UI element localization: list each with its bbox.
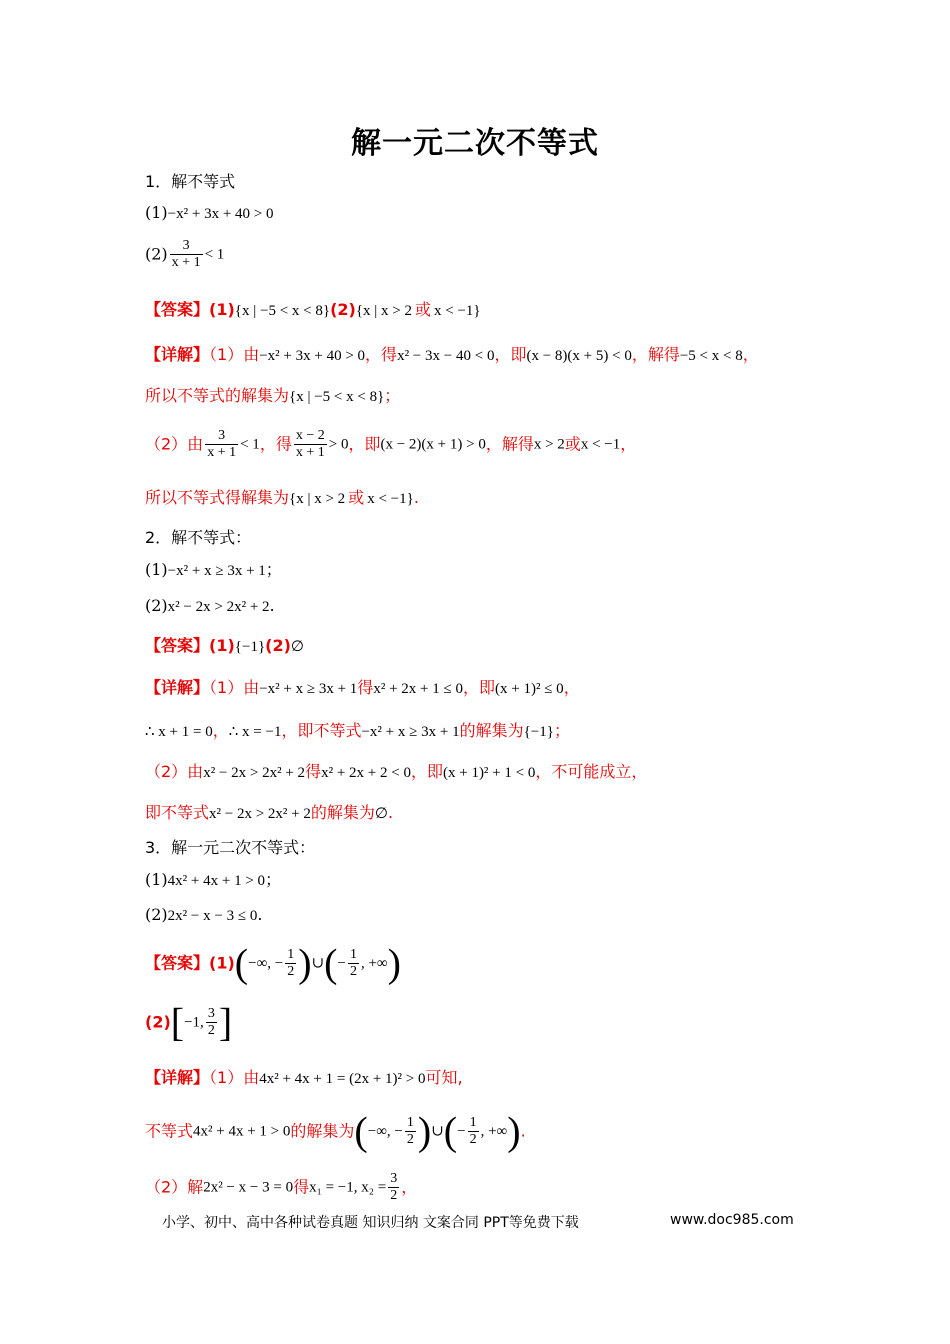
paren: ( bbox=[354, 1108, 368, 1154]
text: 所以不等式的解集为 bbox=[145, 386, 290, 405]
q1-detail-1 bbox=[145, 344, 759, 367]
text: ，即 bbox=[410, 762, 443, 781]
text: ； bbox=[265, 870, 282, 889]
text: . bbox=[257, 905, 263, 924]
math: x² − 2x > 2x² + 2 bbox=[209, 806, 311, 822]
text: ，得 bbox=[259, 434, 292, 454]
numerator: 1 bbox=[287, 947, 295, 962]
math: −x² + x ≥ 3x + 1 bbox=[167, 563, 266, 579]
q3-answer-2 bbox=[145, 1001, 232, 1044]
math: 4x² + 4x + 1 > 0 bbox=[193, 1123, 291, 1140]
math: x < −1} bbox=[434, 303, 481, 319]
math: {x | −5 < x < 8} bbox=[234, 303, 331, 319]
q2-detail-4 bbox=[145, 802, 393, 825]
math: ∅ bbox=[290, 639, 304, 655]
math: x < −1 bbox=[580, 436, 621, 453]
math: > 0 bbox=[328, 436, 349, 453]
text: ， bbox=[620, 434, 637, 454]
q2-detail-1 bbox=[145, 677, 580, 700]
numerator: 3 bbox=[182, 238, 190, 253]
math: − bbox=[457, 1123, 466, 1140]
denominator: 2 bbox=[207, 1023, 215, 1038]
text: ，即 bbox=[494, 345, 527, 364]
label: (2) bbox=[265, 636, 291, 655]
math: < 1 bbox=[204, 246, 225, 263]
text: ，解得 bbox=[631, 345, 680, 364]
math: ∪ bbox=[431, 1123, 444, 1140]
label: (1) bbox=[145, 560, 168, 579]
paren: ( bbox=[234, 940, 249, 986]
text: ，解得 bbox=[485, 434, 534, 454]
text: ； bbox=[384, 386, 401, 405]
text: . bbox=[387, 803, 394, 822]
footer bbox=[162, 1212, 794, 1232]
math: , +∞ bbox=[480, 1123, 508, 1140]
paren: ) bbox=[507, 1108, 521, 1154]
label: (1) bbox=[209, 953, 235, 973]
paren: ) bbox=[298, 940, 312, 986]
text: 得 bbox=[305, 762, 322, 781]
math: {x | −5 < x < 8} bbox=[289, 389, 385, 405]
q3-detail-1 bbox=[145, 1067, 463, 1090]
text: . bbox=[269, 596, 275, 615]
denominator: 2 bbox=[406, 1132, 414, 1147]
fraction bbox=[206, 1006, 217, 1039]
numerator: 3 bbox=[218, 428, 226, 443]
math: x² − 2x > 2x² + 2 bbox=[203, 765, 306, 781]
q1-detail-4 bbox=[145, 487, 419, 510]
label: (2) bbox=[330, 300, 356, 319]
detail-tag: 【详解】 bbox=[145, 678, 210, 697]
text: 可知, bbox=[425, 1068, 463, 1087]
math: −∞, − bbox=[248, 955, 284, 972]
footer-url[interactable]: www.doc985.com bbox=[670, 1212, 794, 1228]
numerator: 1 bbox=[406, 1115, 414, 1130]
text: ，不可能成立， bbox=[535, 762, 648, 781]
text: （1）由 bbox=[209, 1068, 260, 1087]
q3-part2 bbox=[145, 904, 262, 927]
text: 得 bbox=[293, 1177, 310, 1197]
text: ，即不等式 bbox=[281, 721, 362, 740]
q2-detail-2 bbox=[145, 720, 570, 743]
math: {−1} bbox=[523, 724, 554, 740]
text: （1）由 bbox=[209, 345, 260, 364]
label: (2) bbox=[145, 596, 168, 615]
answer-tag: 【答案】 bbox=[145, 300, 210, 319]
math: < 1 bbox=[240, 436, 260, 453]
label: (1) bbox=[209, 636, 235, 655]
q2-stem: 2．解不等式： bbox=[145, 528, 252, 547]
q1-answer bbox=[145, 299, 481, 322]
denominator: x + 1 bbox=[171, 255, 201, 270]
label: (1) bbox=[145, 870, 168, 889]
text: 的解集为 bbox=[310, 803, 375, 822]
text: 或 bbox=[415, 300, 432, 319]
math: (x − 2)(x + 1) > 0 bbox=[380, 436, 486, 453]
numerator: 3 bbox=[390, 1171, 398, 1186]
math: {x | x > 2 bbox=[289, 491, 346, 507]
fraction bbox=[205, 428, 238, 461]
q3-stem: 3．解一元二次不等式： bbox=[145, 838, 316, 857]
footer-text: 小学、初中、高中各种试卷真题 知识归纳 文案合同 PPT等免费下载 bbox=[162, 1215, 579, 1231]
text: ； bbox=[265, 560, 282, 579]
label: (1) bbox=[209, 300, 235, 319]
math: −5 < x < 8 bbox=[679, 348, 743, 364]
denominator: x + 1 bbox=[295, 445, 325, 460]
q1-stem: 1．解不等式 bbox=[145, 172, 236, 191]
q2-detail-3 bbox=[145, 761, 647, 784]
text: 或 bbox=[564, 434, 581, 454]
q2-part1 bbox=[145, 559, 282, 582]
math: −x² + x ≥ 3x + 1 bbox=[361, 724, 460, 740]
math: 4x² + 4x + 1 = (2x + 1)² > 0 bbox=[259, 1071, 426, 1087]
q3-answer-1 bbox=[145, 942, 401, 985]
text: ， bbox=[212, 721, 229, 740]
q1-part2 bbox=[145, 238, 224, 271]
q2-part2 bbox=[145, 595, 275, 618]
text: 不等式 bbox=[145, 1121, 194, 1141]
math: x² + 2x + 1 ≤ 0 bbox=[373, 681, 463, 697]
math: −x² + x ≥ 3x + 1 bbox=[259, 681, 358, 697]
text: 即不等式 bbox=[145, 803, 210, 822]
answer-tag: 【答案】 bbox=[145, 953, 210, 973]
math: ∅ bbox=[374, 806, 388, 822]
fraction bbox=[170, 238, 203, 271]
math: 2x² − x − 3 ≤ 0 bbox=[167, 908, 258, 924]
label: (2) bbox=[145, 905, 168, 924]
q1-part1 bbox=[145, 202, 274, 225]
text: . bbox=[413, 488, 419, 507]
denominator: 2 bbox=[349, 964, 357, 979]
fraction bbox=[388, 1171, 399, 1204]
math: ∴ x + 1 = 0 bbox=[145, 724, 213, 740]
math: −x² + 3x + 40 > 0 bbox=[167, 206, 274, 222]
paren: ( bbox=[443, 1108, 458, 1154]
paren: ( bbox=[324, 940, 338, 986]
page-title: 解一元二次不等式 bbox=[351, 126, 599, 161]
text: ， bbox=[563, 678, 580, 697]
math: 2x² − x − 3 = 0 bbox=[203, 1179, 294, 1196]
fraction bbox=[405, 1115, 416, 1148]
math: x < −1} bbox=[367, 491, 414, 507]
q3-detail-3 bbox=[145, 1166, 417, 1209]
denominator: 2 bbox=[390, 1188, 398, 1203]
text: 或 bbox=[348, 488, 365, 507]
text: 所以不等式得解集为 bbox=[145, 488, 290, 507]
label: (2) bbox=[145, 1012, 171, 1032]
text: . bbox=[520, 1121, 526, 1141]
text: 的解集为 bbox=[290, 1121, 355, 1141]
q1-detail-3 bbox=[145, 428, 636, 461]
math: −∞, − bbox=[367, 1123, 403, 1140]
fraction bbox=[468, 1115, 479, 1148]
q2-answer bbox=[145, 635, 304, 658]
text: ，即 bbox=[462, 678, 495, 697]
math: −1, bbox=[184, 1014, 204, 1031]
text: ，即 bbox=[348, 434, 381, 454]
numerator: 1 bbox=[349, 947, 357, 962]
math: x² − 3x − 40 < 0 bbox=[397, 348, 495, 364]
text: 的解集为 bbox=[459, 721, 524, 740]
text: （2）由 bbox=[145, 762, 204, 781]
math: x₁ = −1, x₂ = bbox=[309, 1179, 387, 1196]
math: 4x² + 4x + 1 > 0 bbox=[167, 873, 266, 889]
text: （2）解 bbox=[145, 1177, 204, 1197]
answer-tag: 【答案】 bbox=[145, 636, 210, 655]
fraction bbox=[285, 947, 296, 980]
text: ， bbox=[401, 1177, 418, 1197]
math: ∪ bbox=[311, 955, 325, 972]
math: ∴ x = −1 bbox=[228, 724, 282, 740]
bracket: [ bbox=[170, 999, 185, 1045]
fraction bbox=[348, 947, 359, 980]
math: (x + 1)² ≤ 0 bbox=[495, 681, 564, 697]
text: 得 bbox=[357, 678, 374, 697]
text: （1）由 bbox=[209, 678, 260, 697]
denominator: 2 bbox=[469, 1132, 477, 1147]
math: (x + 1)² + 1 < 0 bbox=[442, 765, 536, 781]
math: x > 2 bbox=[533, 436, 565, 453]
text: ， bbox=[742, 345, 759, 364]
numerator: x − 2 bbox=[295, 428, 325, 443]
paren: ) bbox=[417, 1108, 432, 1154]
detail-tag: 【详解】 bbox=[145, 345, 210, 364]
numerator: 1 bbox=[469, 1115, 477, 1130]
math: x² − 2x > 2x² + 2 bbox=[167, 599, 270, 615]
math: {x | x > 2 bbox=[355, 303, 412, 319]
label: (2) bbox=[145, 244, 168, 264]
bracket: ] bbox=[218, 999, 233, 1045]
numerator: 3 bbox=[207, 1006, 215, 1021]
math: (x − 8)(x + 5) < 0 bbox=[526, 348, 632, 364]
math: , +∞ bbox=[360, 955, 388, 972]
q3-detail-2 bbox=[145, 1110, 526, 1153]
denominator: x + 1 bbox=[207, 445, 237, 460]
q1-detail-2 bbox=[145, 385, 400, 408]
q3-part1 bbox=[145, 869, 281, 892]
detail-tag: 【详解】 bbox=[145, 1068, 210, 1087]
math: −x² + 3x + 40 > 0 bbox=[259, 348, 366, 364]
text: （2）由 bbox=[145, 434, 204, 454]
math: − bbox=[337, 955, 346, 972]
paren: ) bbox=[387, 940, 401, 986]
math: x² + 2x + 2 < 0 bbox=[321, 765, 411, 781]
math: {−1} bbox=[234, 639, 266, 655]
label: (1) bbox=[145, 203, 168, 222]
text: ，得 bbox=[365, 345, 398, 364]
fraction bbox=[294, 428, 327, 461]
denominator: 2 bbox=[287, 964, 295, 979]
text: ； bbox=[553, 721, 570, 740]
